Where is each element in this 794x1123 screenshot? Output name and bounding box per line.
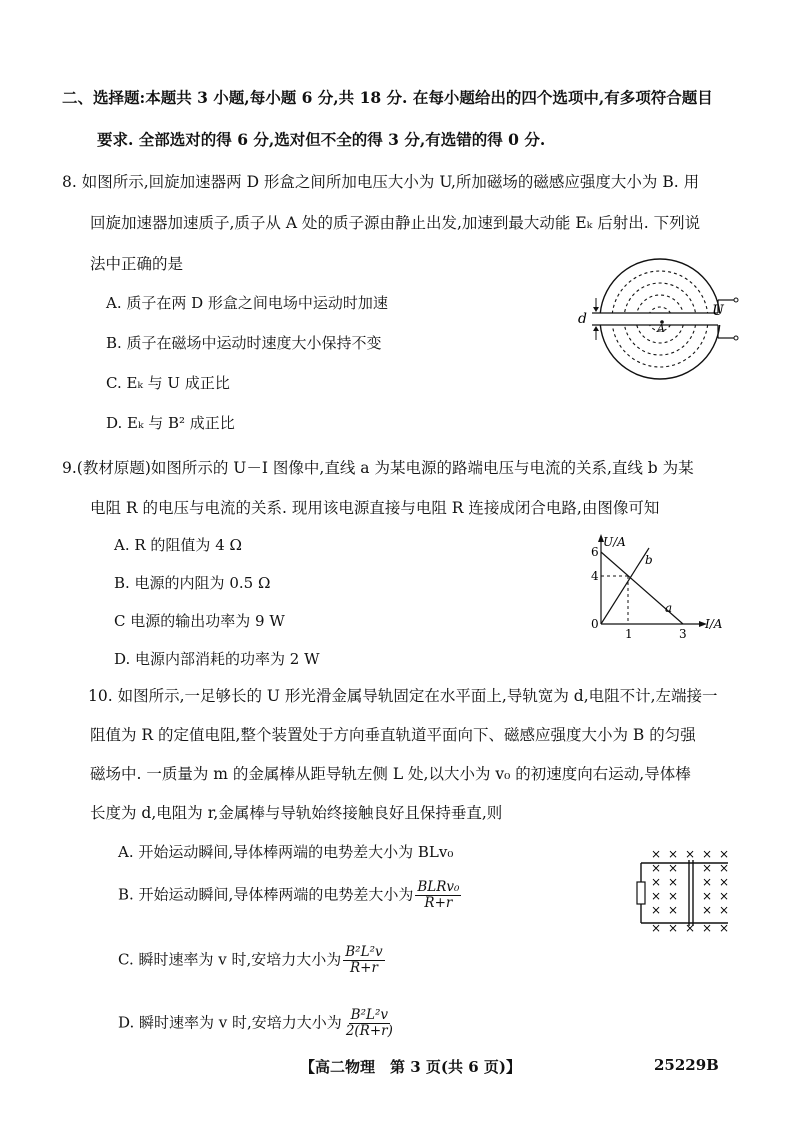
q10-option-b (118, 880, 461, 911)
q9-stem-line2: 电阻 R 的电压与电流的关系. 现用该电源直接与电阻 R 连接成闭合电路,由图像可知 (90, 499, 660, 517)
section-title-line1: 二、选择题:本题共 3 小题,每小题 6 分,共 18 分. 在每小题给出的四个选项中,有多项符合题目 (62, 88, 713, 107)
y-axis-label: U/A (603, 535, 626, 549)
q9-stem-line1: 9.(教材原题)如图所示的 U－I 图像中,直线 a 为某电源的路端电压与电流的关系,直线 b 为某 (62, 459, 694, 477)
q8-option-a: A. 质子在两 D 形盒之间电场中运动时加速 (106, 294, 388, 312)
q10-option-a: A. 开始运动瞬间,导体棒两端的电势差大小为 BLv₀ (118, 843, 454, 861)
q8-stem-line1: 8. 如图所示,回旋加速器两 D 形盒之间所加电压大小为 U,所加磁场的磁感应强度大小为 B. 用 (62, 173, 700, 191)
q10-option-b-text: B. 开始运动瞬间,导体棒两端的电势差大小为 (118, 885, 414, 904)
q10-option-d-fraction (344, 1008, 395, 1039)
field-cross-mark: × (667, 903, 679, 917)
q10-option-d-num: B²L²v (350, 1007, 389, 1023)
field-cross-mark: × (684, 921, 696, 935)
q10-option-b-den: R+r (424, 895, 453, 911)
field-cross-mark: × (650, 903, 662, 917)
line-b (601, 548, 649, 624)
field-cross-mark: × (718, 921, 730, 935)
field-cross-mark: × (701, 861, 713, 875)
tick-y-4: 4 (591, 569, 599, 583)
section-title-line2: 要求. 全部选对的得 6 分,选对但不全的得 3 分,有选错的得 0 分. (97, 130, 546, 149)
q10-option-b-fraction (415, 880, 461, 911)
q10-option-b-num: BLRv₀ (417, 879, 460, 895)
field-cross-mark: × (701, 921, 713, 935)
q10-option-c-text: C. 瞬时速率为 v 时,安培力大小为 (118, 950, 342, 969)
field-cross-mark: × (667, 847, 679, 861)
field-cross-mark: × (718, 889, 730, 903)
field-cross-mark: × (701, 889, 713, 903)
q10-stem-line2: 阻值为 R 的定值电阻,整个装置处于方向垂直轨道平面向下、磁感应强度大小为 B 的匀强 (90, 726, 696, 744)
x-axis-label: I/A (705, 617, 723, 631)
field-cross-mark: × (650, 847, 662, 861)
q9-option-b: B. 电源的内阻为 0.5 Ω (114, 574, 271, 592)
q10-option-c-den: R+r (349, 960, 378, 976)
q10-stem-line1: 10. 如图所示,一足够长的 U 形光滑金属导轨固定在水平面上,导轨宽为 d,电阻不计,左端接一 (88, 687, 718, 705)
field-cross-mark: × (684, 847, 696, 861)
rail-figure (632, 847, 732, 935)
field-cross-mark: × (650, 921, 662, 935)
resistor (637, 882, 645, 904)
tick-x-1: 1 (625, 627, 633, 641)
field-cross-mark: × (718, 875, 730, 889)
q8-option-d: D. Eₖ 与 B² 成正比 (106, 414, 235, 432)
field-cross-mark: × (667, 921, 679, 935)
ui-graph (585, 528, 735, 643)
exam-code: 25229B (654, 1056, 719, 1074)
field-cross-mark: × (667, 861, 679, 875)
field-cross-mark: × (701, 903, 713, 917)
q10-stem-line4: 长度为 d,电阻为 r,金属棒与导轨始终接触良好且保持垂直,则 (90, 804, 503, 822)
q10-option-d (118, 1008, 395, 1039)
q10-option-d-den: 2(R+r) (345, 1023, 393, 1039)
q8-option-b: B. 质子在磁场中运动时速度大小保持不变 (106, 334, 382, 352)
q9-option-d: D. 电源内部消耗的功率为 2 W (114, 650, 320, 668)
label-d: d (578, 311, 587, 327)
q9-option-a: A. R 的阻值为 4 Ω (114, 536, 242, 554)
field-cross-mark: × (718, 847, 730, 861)
q10-option-c-fraction (343, 945, 384, 976)
q8-option-c: C. Eₖ 与 U 成正比 (106, 374, 230, 392)
q10-option-c-num: B²L²v (345, 944, 383, 960)
field-cross-mark: × (701, 875, 713, 889)
q8-stem-line2: 回旋加速器加速质子,质子从 A 处的质子源由静止出发,加速到最大动能 Eₖ 后射出. 下列说 (90, 214, 701, 232)
q8-stem-line3: 法中正确的是 (90, 255, 184, 273)
field-cross-mark: × (650, 861, 662, 875)
field-cross-mark: × (667, 875, 679, 889)
q10-option-c (118, 945, 385, 976)
field-cross-mark: × (650, 889, 662, 903)
q9-option-c: C 电源的输出功率为 9 W (114, 612, 285, 630)
origin-label: 0 (591, 617, 599, 631)
q10-option-d-text: D. 瞬时速率为 v 时,安培力大小为 (118, 1013, 342, 1032)
cyclotron-figure (572, 262, 742, 382)
tick-x-3: 3 (679, 627, 687, 641)
line-b-label: b (645, 553, 653, 567)
field-cross-mark: × (701, 847, 713, 861)
page-footer: 【高二物理 第 3 页(共 6 页)】 (300, 1058, 521, 1076)
tick-y-6: 6 (591, 545, 599, 559)
line-a-label: a (665, 601, 673, 615)
label-a-point: A (657, 322, 665, 335)
field-cross-mark: × (650, 875, 662, 889)
magnetic-field-crosses (651, 847, 729, 935)
label-u: U (712, 303, 724, 319)
q10-stem-line3: 磁场中. 一质量为 m 的金属棒从距导轨左侧 L 处,以大小为 v₀ 的初速度向右运动,导体棒 (90, 765, 691, 783)
field-cross-mark: × (718, 903, 730, 917)
field-cross-mark: × (718, 861, 730, 875)
field-cross-mark: × (667, 889, 679, 903)
